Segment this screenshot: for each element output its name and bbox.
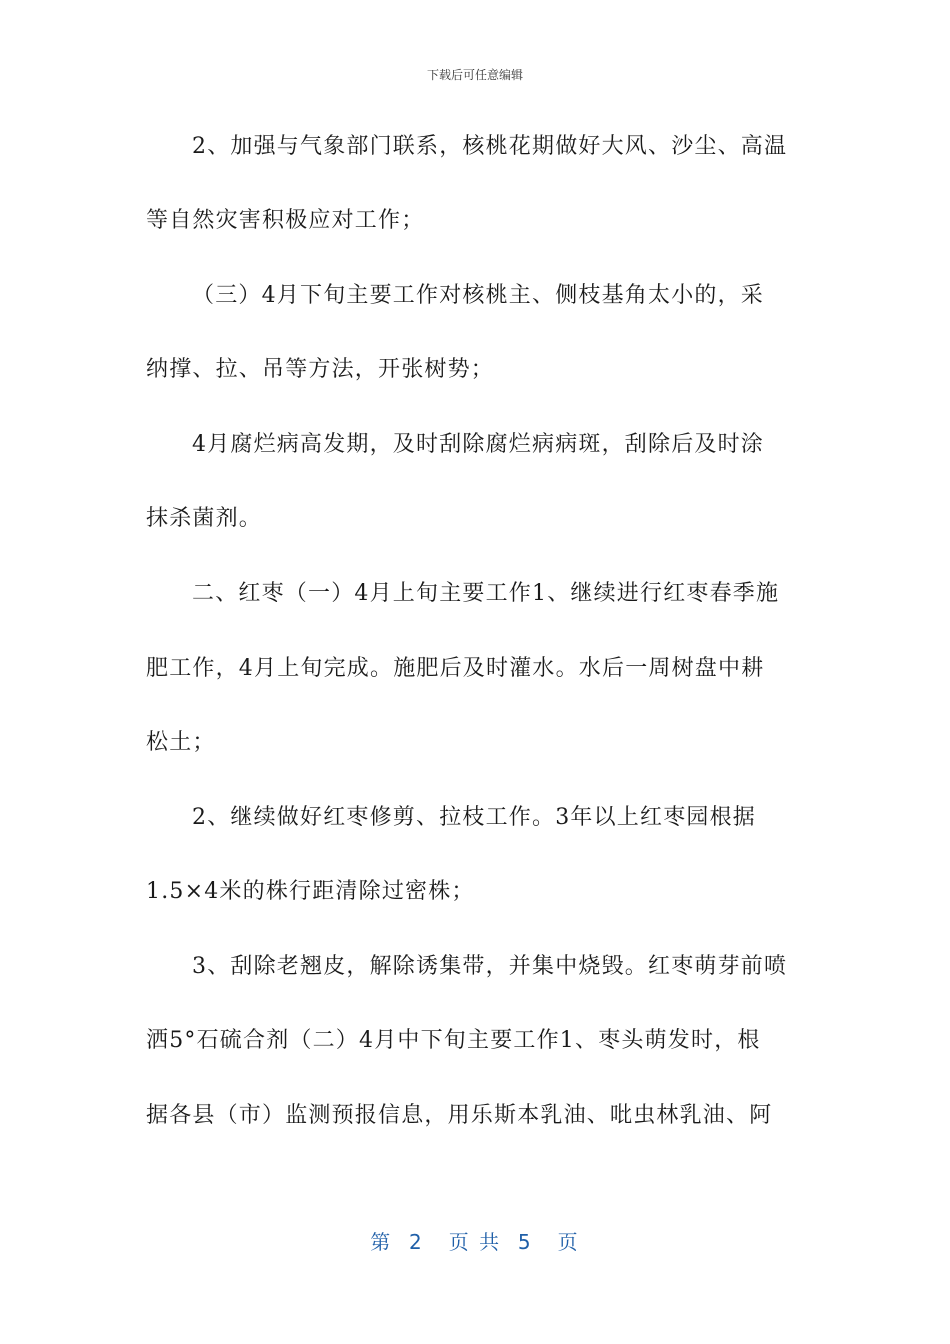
body-line: 1.5×4米的株行距清除过密株； [146,879,475,904]
header-note: 下载后可任意编辑 [426,68,523,82]
body-line: 纳撑、拉、吊等方法，开张树势； [146,357,495,382]
body-line: 据各县（市）监测预报信息，用乐斯本乳油、吡虫林乳油、阿 [146,1103,773,1128]
body-line: 洒5°石硫合剂（二）4月中下旬主要工作1、枣头萌发时，根 [146,1028,761,1053]
page-footer: 第 2 页 共 5 页 [370,1230,580,1254]
body-line: 松土； [146,730,216,755]
body-line: 等自然灾害积极应对工作； [146,208,425,233]
body-line: 抹杀菌剂。 [146,506,263,531]
body-line: 3、刮除老翘皮，解除诱集带，并集中烧毁。红枣萌芽前喷 [192,954,788,979]
body-line: 4月腐烂病高发期，及时刮除腐烂病病斑，刮除后及时涂 [192,432,764,457]
body-line: 2、继续做好红枣修剪、拉枝工作。3年以上红枣园根据 [192,805,756,830]
body-line: （三）4月下旬主要工作对核桃主、侧枝基角太小的，采 [192,283,764,308]
body-line: 肥工作，4月上旬完成。施肥后及时灌水。水后一周树盘中耕 [146,656,765,681]
body-line: 二、红枣（一）4月上旬主要工作1、继续进行红枣春季施 [192,581,780,606]
body-line: 2、加强与气象部门联系，核桃花期做好大风、沙尘、高温 [192,134,788,159]
